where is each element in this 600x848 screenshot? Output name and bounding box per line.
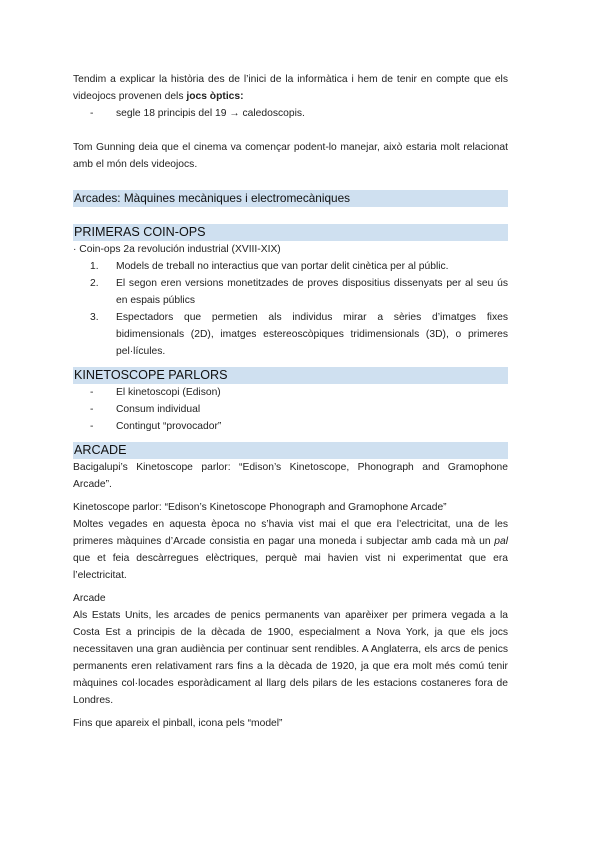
coin-ops-heading: PRIMERAS COIN-OPS: [73, 224, 508, 241]
list-number: 1.: [90, 261, 99, 272]
italic-term: pal: [494, 536, 508, 547]
list-text: Espectadors que permetien als individus mirar a sèries d’imatges fixes bidimensionals (2D), imatges estereoscòpiques tridimensionals (3D), o primeres pel·lícules.: [116, 312, 508, 357]
list-item: [90, 258, 508, 275]
document-content: [73, 71, 508, 732]
bacigalupi-paragraph: Bacigalupi’s Kinetoscope parlor: “Edison’s Kinetoscope, Phonograph and Gramophone Arcade”.: [73, 462, 508, 490]
paragraph-text: que et feia descàrregues elèctriques, perquè mai havien vist ni experimentat que era l’electricitat.: [73, 553, 508, 581]
kinetoscope-parlor-title: Kinetoscope parlor: “Edison’s Kinetoscope Phonograph and Gramophone Arcade”: [73, 502, 447, 513]
list-item: [90, 275, 508, 309]
arcade-heading: ARCADE: [73, 442, 508, 459]
paragraph-text: Moltes vegades en aquesta època no s’havia vist mai el que era l’electricitat, una de les primeres màquines d’Arcade consistia en pagar una moneda i subjectar amb cada mà un: [73, 519, 508, 547]
list-item: [90, 309, 508, 360]
intro-bold-term: jocs òptics:: [186, 91, 244, 102]
arcade-history-paragraph: Als Estats Units, les arcades de penics permanents van aparèixer per primera vegada a la Costa Est a principis de la dècada de 1900, especialment a Nova York, ja que els jocs necessitaven una gran audiència per continuar sent rendibles. A Anglaterra, els arcs de penics permanents eren relativament rars fins a la dècada de 1920, ja que era molt més comú tenir màquines col·locades esporàdicament al llarg dels pilars de les estacions costaneres fora de Londres.: [73, 610, 508, 706]
coin-ops-list: [73, 258, 508, 360]
list-item: - El kinetoscopi (Edison): [90, 384, 508, 401]
pinball-paragraph: Fins que apareix el pinball, icona pels “model”: [73, 718, 283, 729]
arcade-subtitle: Arcade: [73, 593, 106, 604]
kinetoscope-heading: KINETOSCOPE PARLORS: [73, 367, 508, 384]
intro-paragraph: [73, 71, 508, 105]
list-text: El segon eren versions monetitzades de proves dispositius dissenyats per al seu ús en espais públics: [116, 278, 508, 306]
kinetoscope-list: [73, 384, 508, 435]
list-item: - Contingut “provocador”: [90, 418, 508, 435]
list-item: - Consum individual: [90, 401, 508, 418]
section-title: Arcades: Màquines mecàniques i electromecàniques: [73, 190, 508, 207]
gunning-paragraph: Tom Gunning deia que el cinema va començar podent-lo manejar, això estaria molt relacionat amb el món dels videojocs.: [73, 142, 508, 170]
list-number: 2.: [90, 278, 99, 289]
coin-ops-intro: · Coin-ops 2a revolución industrial (XVIII-XIX): [73, 244, 281, 255]
intro-text: Tendim a explicar la història des de l’inici de la informàtica i hem de tenir en compte que els videojocs provenen dels: [73, 74, 508, 102]
list-text: Models de treball no interactius que van portar delit cinètica per al públic.: [116, 261, 449, 272]
list-item: - segle 18 principis del 19 → caledoscopis.: [90, 105, 508, 122]
intro-list: [73, 105, 508, 122]
electricity-paragraph: [73, 516, 508, 584]
list-number: 3.: [90, 312, 99, 323]
